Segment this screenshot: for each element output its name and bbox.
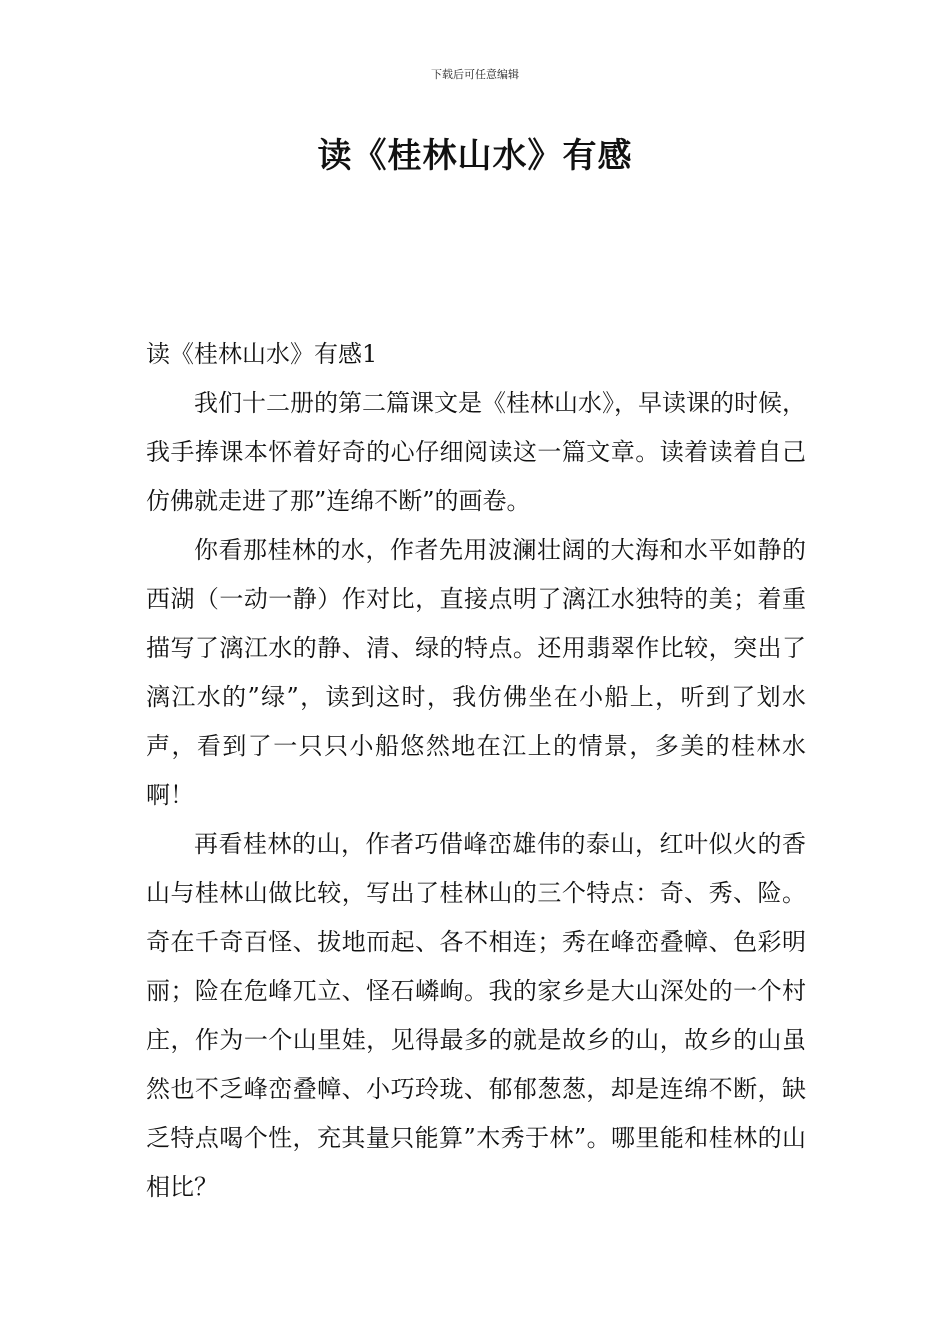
paragraph-3: 再看桂林的山，作者巧借峰峦雄伟的泰山，红叶似火的香山与桂林山做比较，写出了桂林山的三个特点：奇、秀、险。奇在千奇百怪、拔地而起、各不相连；秀在峰峦叠幛、色彩明丽；险在危峰兀立、怪石嶙峋。我的家乡是大山深处的一个村庄，作为一个山里娃，见得最多的就是故乡的山，故乡的山虽然也不乏峰峦叠幛、小巧玲珑、郁郁葱葱，却是连绵不断，缺乏特点喝个性，充其量只能算”木秀于林”。哪里能和桂林的山相比？: [146, 830, 806, 1201]
section-heading: 读《桂林山水》有感1: [146, 340, 378, 368]
header-note: 下载后可任意编辑: [431, 68, 519, 81]
document-body: [146, 330, 806, 1212]
paragraph-1: 我们十二册的第二篇课文是《桂林山水》，早读课的时候，我手捧课本怀着好奇的心仔细阅读这一篇文章。读着读着自己仿佛就走进了那”连绵不断”的画卷。: [146, 389, 806, 515]
document-title: 读《桂林山水》有感: [317, 136, 633, 176]
paragraph-2: 你看那桂林的水，作者先用波澜壮阔的大海和水平如静的西湖（一动一静）作对比，直接点明了漓江水独特的美；着重描写了漓江水的静、清、绿的特点。还用翡翠作比较，突出了漓江水的”绿”，读到这时，我仿佛坐在小船上，听到了划水声，看到了一只只小船悠然地在江上的情景，多美的桂林水啊！: [146, 536, 806, 809]
